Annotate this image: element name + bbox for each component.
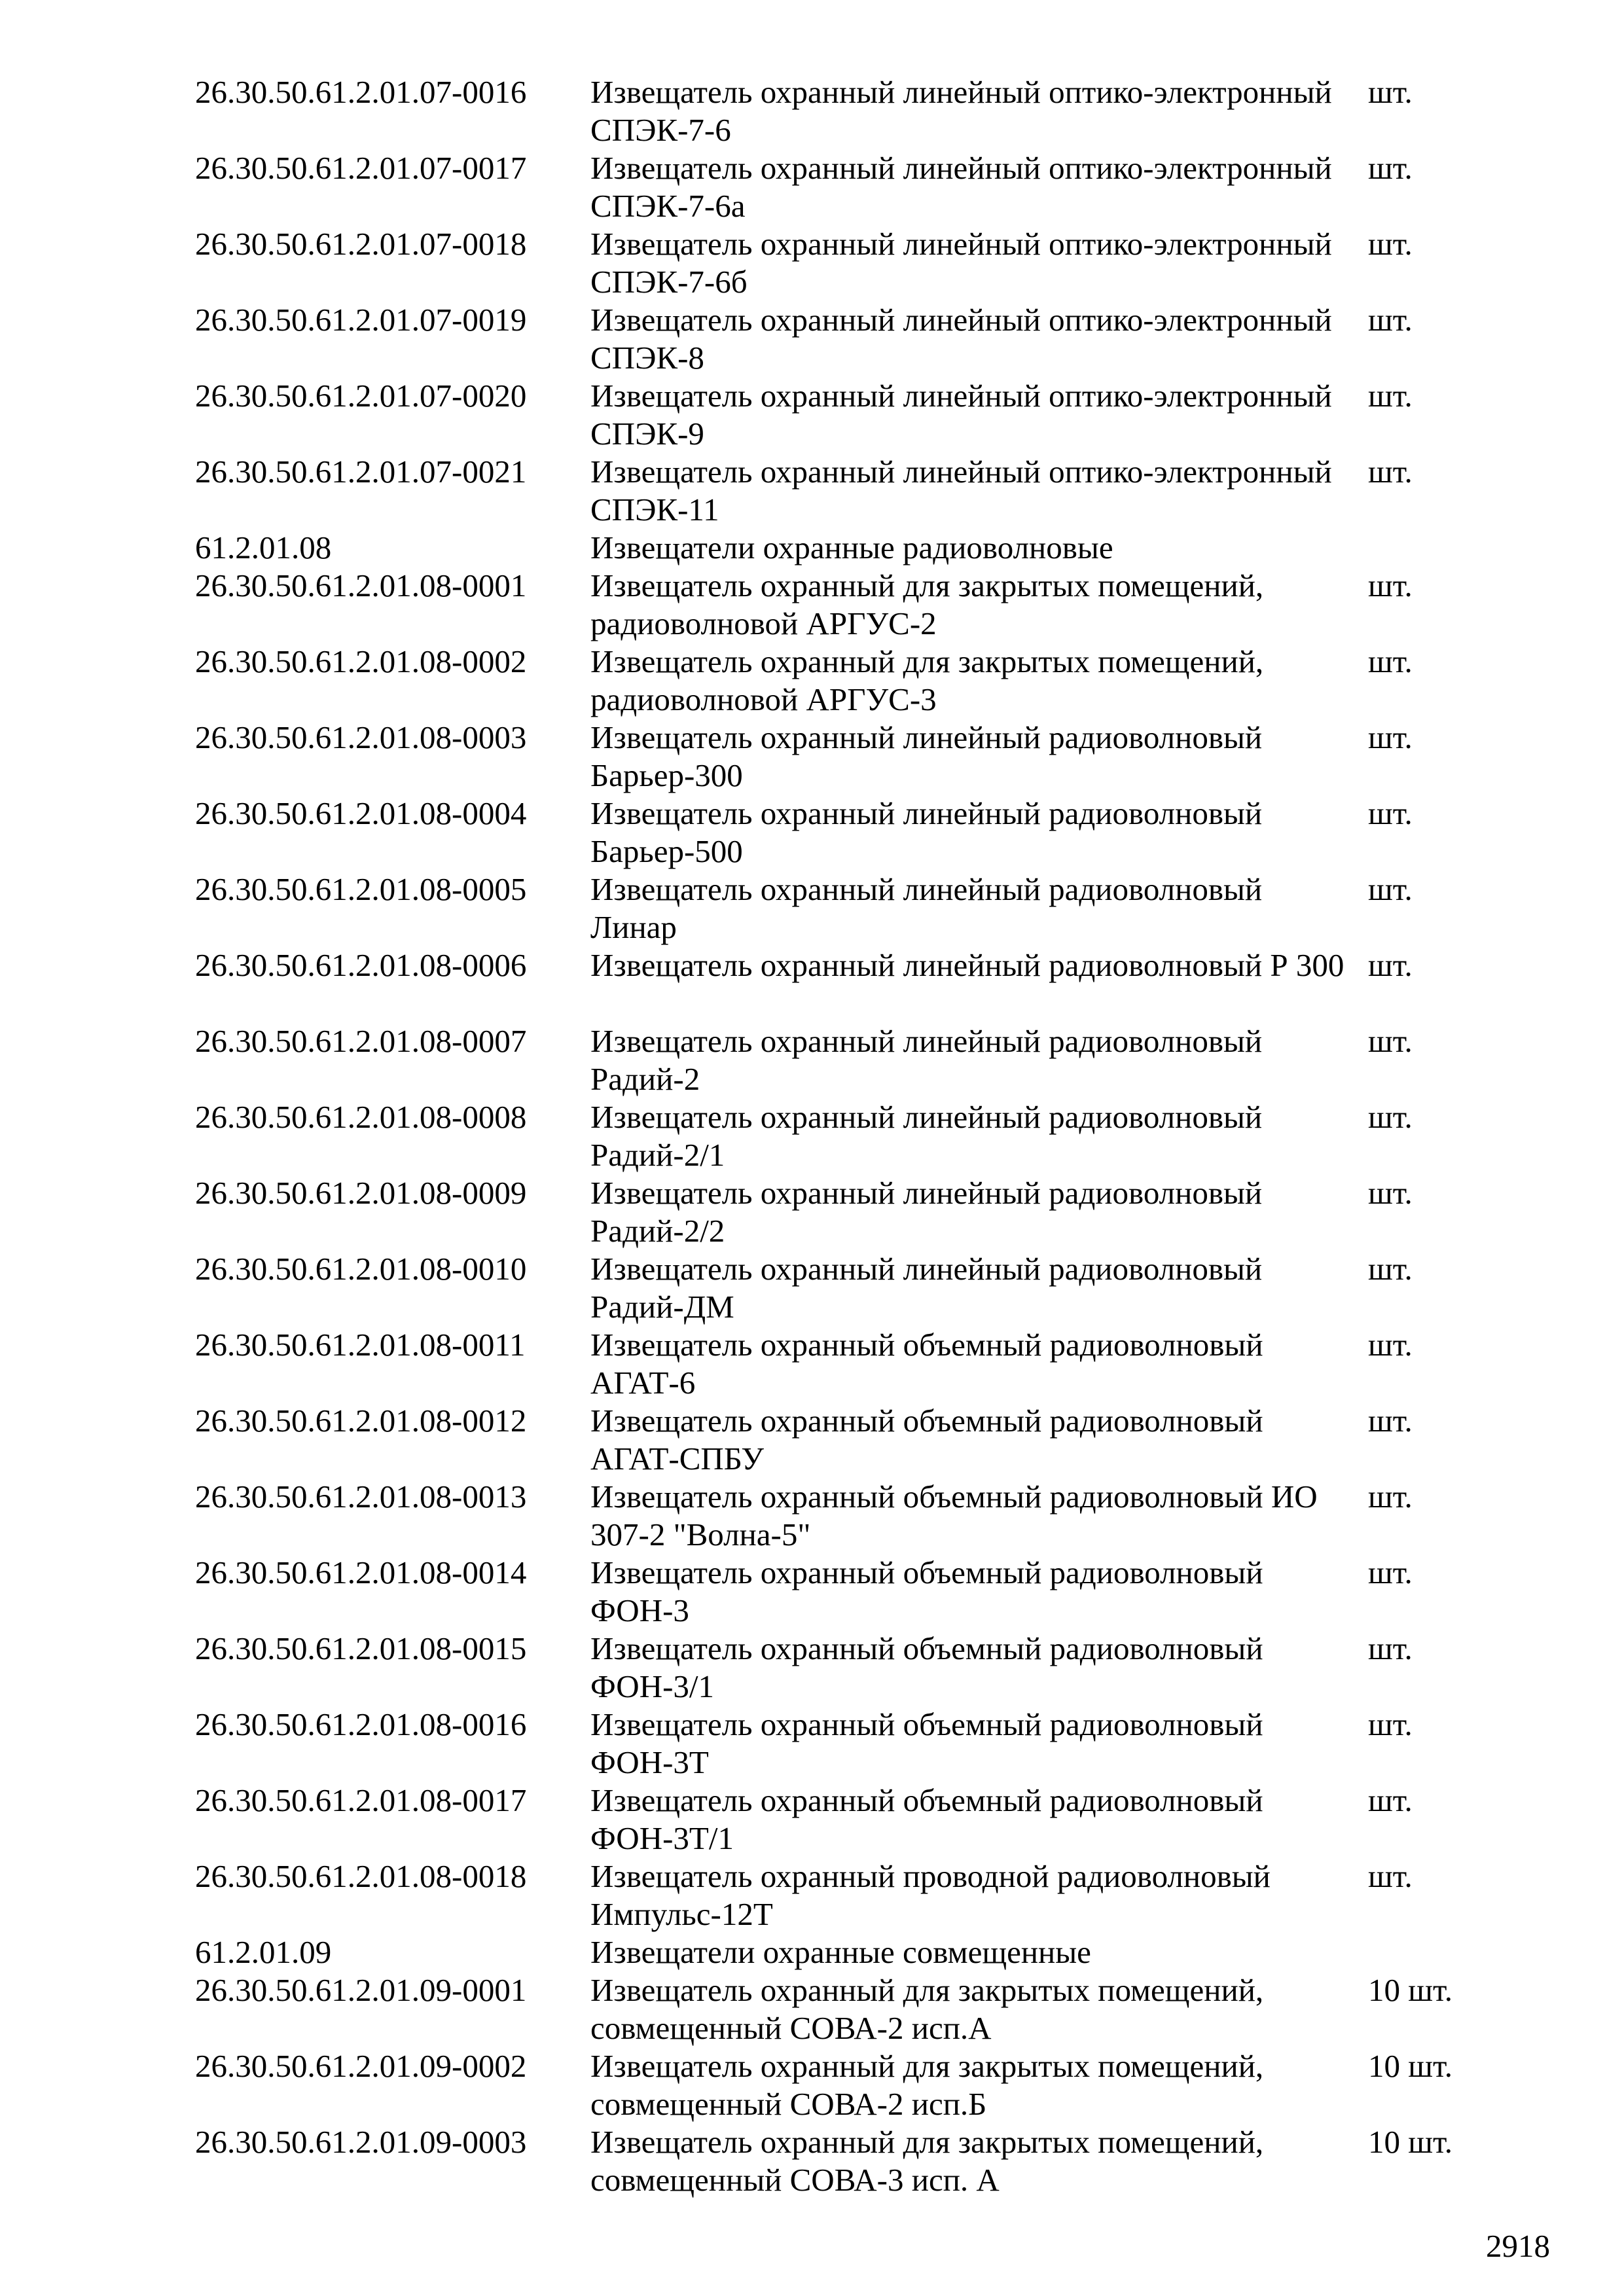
resource-name: Извещатель охранный линейный оптико-электронный СПЭК-7-6а	[590, 150, 1332, 224]
table-row	[195, 377, 1504, 453]
unit-of-measure: шт.	[1368, 795, 1413, 831]
unit-of-measure: шт.	[1368, 1479, 1413, 1515]
unit-of-measure: шт.	[1368, 378, 1413, 414]
table-row	[195, 1554, 1504, 1630]
table-row	[195, 1098, 1504, 1174]
resource-name: Извещатель охранный линейный радиоволновый Барьер-300	[590, 719, 1263, 793]
unit-of-measure: шт.	[1368, 226, 1413, 262]
resource-name: Извещатель охранный для закрытых помещений, радиоволновой АРГУС-2	[590, 567, 1264, 641]
unit-of-measure: шт.	[1368, 454, 1413, 490]
table-row	[195, 1971, 1504, 2047]
unit-of-measure: 10 шт.	[1368, 2048, 1453, 2084]
unit-of-measure: шт.	[1368, 1023, 1413, 1059]
table-row	[195, 453, 1504, 529]
resource-code: 26.30.50.61.2.01.08-0001	[195, 567, 527, 603]
resource-code: 26.30.50.61.2.01.09-0001	[195, 1972, 527, 2008]
table-row	[195, 73, 1504, 149]
table-row	[195, 2123, 1504, 2199]
resource-code: 26.30.50.61.2.01.08-0011	[195, 1327, 526, 1363]
resource-code: 26.30.50.61.2.01.08-0002	[195, 643, 527, 679]
unit-of-measure: шт.	[1368, 871, 1413, 907]
resource-name: Извещатель охранный линейный радиоволновый Радий-ДМ	[590, 1251, 1263, 1325]
table-row	[195, 870, 1504, 946]
unit-of-measure: шт.	[1368, 1099, 1413, 1135]
resource-name: Извещатель охранный для закрытых помещений, совмещенный СОВА-3 исп. А	[590, 2124, 1264, 2198]
resource-code: 26.30.50.61.2.01.08-0006	[195, 947, 527, 983]
unit-of-measure: шт.	[1368, 643, 1413, 679]
resource-code: 26.30.50.61.2.01.08-0010	[195, 1251, 527, 1287]
resource-name: Извещатель охранный линейный оптико-электронный СПЭК-11	[590, 454, 1332, 528]
unit-of-measure: шт.	[1368, 1554, 1413, 1590]
unit-of-measure	[1368, 1933, 1504, 1971]
unit-of-measure: шт.	[1368, 74, 1413, 110]
resource-code: 26.30.50.61.2.01.07-0019	[195, 302, 527, 338]
table-row	[195, 225, 1504, 301]
resource-name: Извещатель охранный линейный оптико-электронный СПЭК-7-6	[590, 74, 1332, 148]
resource-code: 26.30.50.61.2.01.08-0005	[195, 871, 527, 907]
resource-name: Извещатель охранный линейный радиоволновый Барьер-500	[590, 795, 1263, 869]
resource-code: 26.30.50.61.2.01.07-0020	[195, 378, 527, 414]
unit-of-measure: шт.	[1368, 1858, 1413, 1894]
group-title: Извещатели охранные радиоволновые	[590, 529, 1113, 565]
table-row	[195, 1174, 1504, 1250]
unit-of-measure: шт.	[1368, 947, 1413, 983]
unit-of-measure: шт.	[1368, 1706, 1413, 1742]
page-number: 2918	[1486, 2228, 1550, 2264]
resource-name: Извещатель охранный объемный радиоволновый ФОН-3/1	[590, 1630, 1263, 1704]
resource-name: Извещатель охранный линейный оптико-электронный СПЭК-7-6б	[590, 226, 1332, 300]
table-row	[195, 1782, 1504, 1857]
table-row	[195, 1402, 1504, 1478]
unit-of-measure: шт.	[1368, 1175, 1413, 1211]
resource-code: 26.30.50.61.2.01.08-0008	[195, 1099, 527, 1135]
resource-name: Извещатель охранный объемный радиоволновый ФОН-3	[590, 1554, 1263, 1628]
unit-of-measure: шт.	[1368, 719, 1413, 755]
group-header-row	[195, 1933, 1504, 1971]
resource-name: Извещатель охранный линейный оптико-электронный СПЭК-8	[590, 302, 1332, 376]
resource-code: 26.30.50.61.2.01.07-0016	[195, 74, 527, 110]
group-title: Извещатели охранные совмещенные	[590, 1934, 1091, 1970]
table-row	[195, 1250, 1504, 1326]
group-code: 61.2.01.09	[195, 1934, 332, 1970]
resource-name: Извещатель охранный линейный радиоволновый Радий-2/1	[590, 1099, 1263, 1173]
unit-of-measure: шт.	[1368, 1251, 1413, 1287]
unit-of-measure: шт.	[1368, 1630, 1413, 1666]
resource-catalog-table	[195, 73, 1504, 2199]
table-row	[195, 719, 1504, 795]
table-row	[195, 301, 1504, 377]
resource-code: 26.30.50.61.2.01.09-0003	[195, 2124, 527, 2160]
resource-name: Извещатель охранный для закрытых помещений, совмещенный СОВА-2 исп.Б	[590, 2048, 1264, 2122]
table-row	[195, 1630, 1504, 1706]
resource-name: Извещатель охранный проводной радиоволновый Импульс-12Т	[590, 1858, 1271, 1932]
resource-code: 26.30.50.61.2.01.08-0014	[195, 1554, 527, 1590]
catalog-body	[195, 73, 1504, 2199]
group-header-row	[195, 529, 1504, 567]
unit-of-measure: шт.	[1368, 302, 1413, 338]
table-row	[195, 1857, 1504, 1933]
group-code: 61.2.01.08	[195, 529, 332, 565]
table-row	[195, 1706, 1504, 1782]
resource-name: Извещатель охранный линейный радиоволновый Радий-2/2	[590, 1175, 1263, 1249]
unit-of-measure	[1368, 529, 1504, 567]
unit-of-measure: шт.	[1368, 567, 1413, 603]
resource-code: 26.30.50.61.2.01.08-0013	[195, 1479, 527, 1515]
resource-name: Извещатель охранный объемный радиоволновый ФОН-3Т	[590, 1706, 1263, 1780]
table-row	[195, 643, 1504, 719]
resource-name: Извещатель охранный объемный радиоволновый ИО 307-2 "Волна-5"	[590, 1479, 1318, 1552]
resource-name: Извещатель охранный объемный радиоволновый АГАТ-6	[590, 1327, 1263, 1401]
unit-of-measure: шт.	[1368, 1327, 1413, 1363]
resource-code: 26.30.50.61.2.01.08-0012	[195, 1403, 527, 1439]
resource-code: 26.30.50.61.2.01.08-0016	[195, 1706, 527, 1742]
resource-code: 26.30.50.61.2.01.08-0004	[195, 795, 527, 831]
table-row	[195, 2047, 1504, 2123]
resource-name: Извещатель охранный объемный радиоволновый ФОН-3Т/1	[590, 1782, 1263, 1856]
resource-code: 26.30.50.61.2.01.08-0018	[195, 1858, 527, 1894]
resource-name: Извещатель охранный для закрытых помещений, радиоволновой АРГУС-3	[590, 643, 1264, 717]
resource-name: Извещатель охранный линейный радиоволновый Линар	[590, 871, 1263, 945]
unit-of-measure: шт.	[1368, 1782, 1413, 1818]
resource-code: 26.30.50.61.2.01.07-0021	[195, 454, 527, 490]
table-row	[195, 567, 1504, 643]
resource-code: 26.30.50.61.2.01.08-0017	[195, 1782, 527, 1818]
unit-of-measure: 10 шт.	[1368, 1972, 1453, 2008]
resource-code: 26.30.50.61.2.01.07-0017	[195, 150, 527, 186]
resource-name: Извещатель охранный линейный радиоволновый Р 300	[590, 947, 1344, 983]
resource-code: 26.30.50.61.2.01.08-0003	[195, 719, 527, 755]
resource-code: 26.30.50.61.2.01.08-0015	[195, 1630, 527, 1666]
resource-name: Извещатель охранный линейный оптико-электронный СПЭК-9	[590, 378, 1332, 452]
table-row	[195, 946, 1504, 1022]
table-row	[195, 795, 1504, 870]
resource-code: 26.30.50.61.2.01.07-0018	[195, 226, 527, 262]
resource-code: 26.30.50.61.2.01.09-0002	[195, 2048, 527, 2084]
table-row	[195, 1022, 1504, 1098]
resource-name: Извещатель охранный объемный радиоволновый АГАТ-СПБУ	[590, 1403, 1263, 1477]
table-row	[195, 1326, 1504, 1402]
table-row	[195, 1478, 1504, 1554]
unit-of-measure: шт.	[1368, 150, 1413, 186]
resource-name: Извещатель охранный линейный радиоволновый Радий-2	[590, 1023, 1263, 1097]
resource-code: 26.30.50.61.2.01.08-0007	[195, 1023, 527, 1059]
unit-of-measure: шт.	[1368, 1403, 1413, 1439]
unit-of-measure: 10 шт.	[1368, 2124, 1453, 2160]
resource-code: 26.30.50.61.2.01.08-0009	[195, 1175, 527, 1211]
table-row	[195, 149, 1504, 225]
resource-name: Извещатель охранный для закрытых помещений, совмещенный СОВА-2 исп.А	[590, 1972, 1264, 2046]
